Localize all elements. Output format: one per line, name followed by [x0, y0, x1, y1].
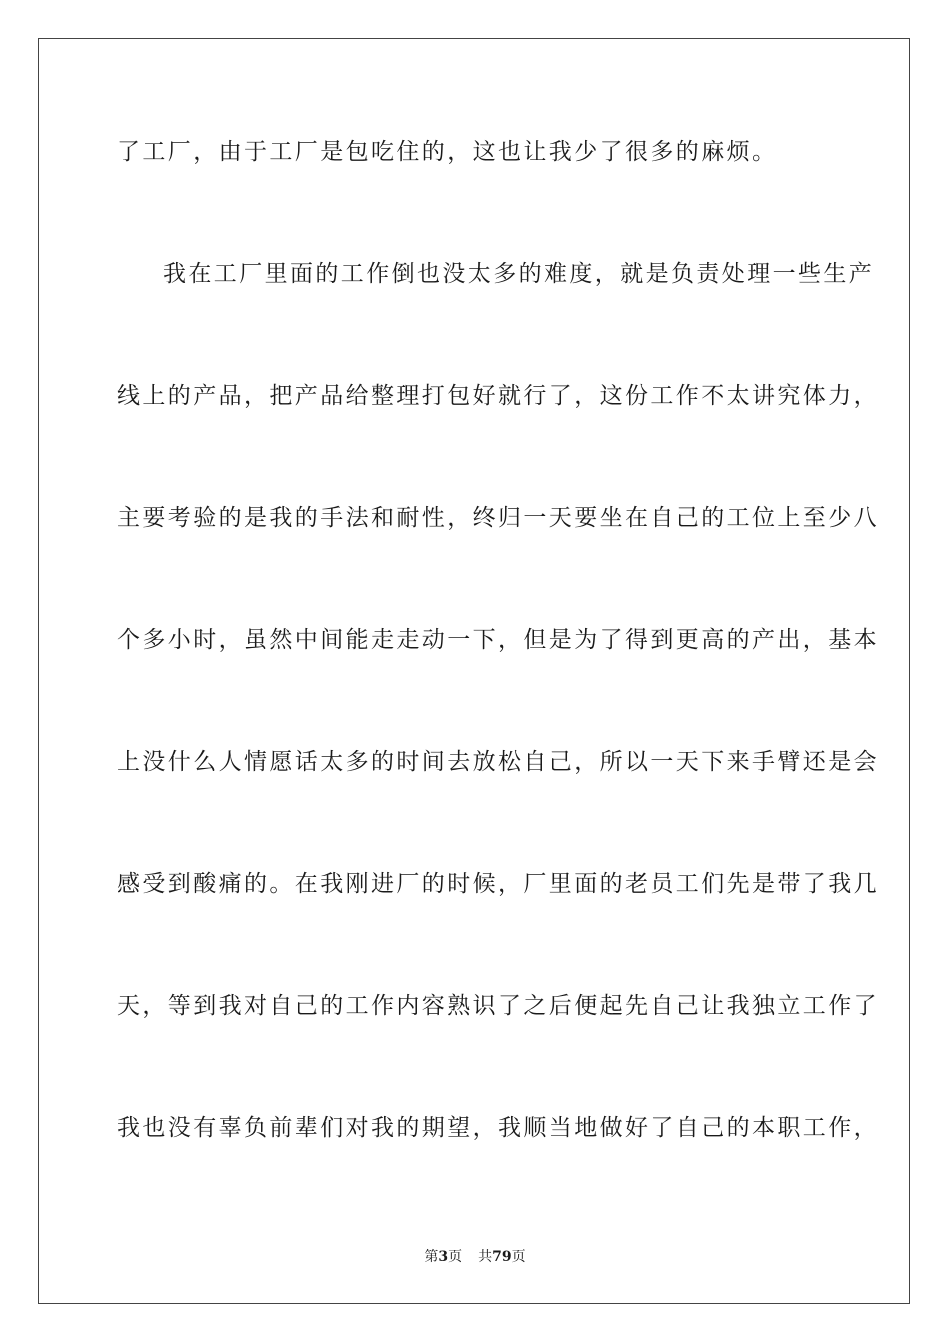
body-text-line: 了工厂，由于工厂是包吃住的，这也让我少了很多的麻烦。	[117, 139, 778, 165]
total-pages-label: 共79页	[478, 1249, 526, 1265]
body-text-line: 我也没有辜负前辈们对我的期望，我顺当地做好了自己的本职工作，	[117, 1115, 879, 1141]
page-number-label: 第3页	[424, 1249, 463, 1265]
body-text-line: 主要考验的是我的手法和耐性，终归一天要坐在自己的工位上至少八	[117, 505, 879, 531]
body-text-line: 我在工厂里面的工作倒也没太多的难度，就是负责处理一些生产	[163, 261, 875, 287]
body-text-line: 感受到酸痛的。在我刚进厂的时候，厂里面的老员工们先是带了我几	[117, 871, 879, 897]
body-text-line: 上没什么人情愿话太多的时间去放松自己，所以一天下来手臂还是会	[117, 749, 879, 775]
page-footer	[0, 1248, 950, 1266]
body-text-line: 线上的产品，把产品给整理打包好就行了，这份工作不太讲究体力，	[117, 383, 879, 409]
body-text-line: 天，等到我对自己的工作内容熟识了之后便起先自己让我独立工作了	[117, 993, 879, 1019]
body-text-line: 个多小时，虽然中间能走走动一下，但是为了得到更高的产出，基本	[117, 627, 879, 653]
